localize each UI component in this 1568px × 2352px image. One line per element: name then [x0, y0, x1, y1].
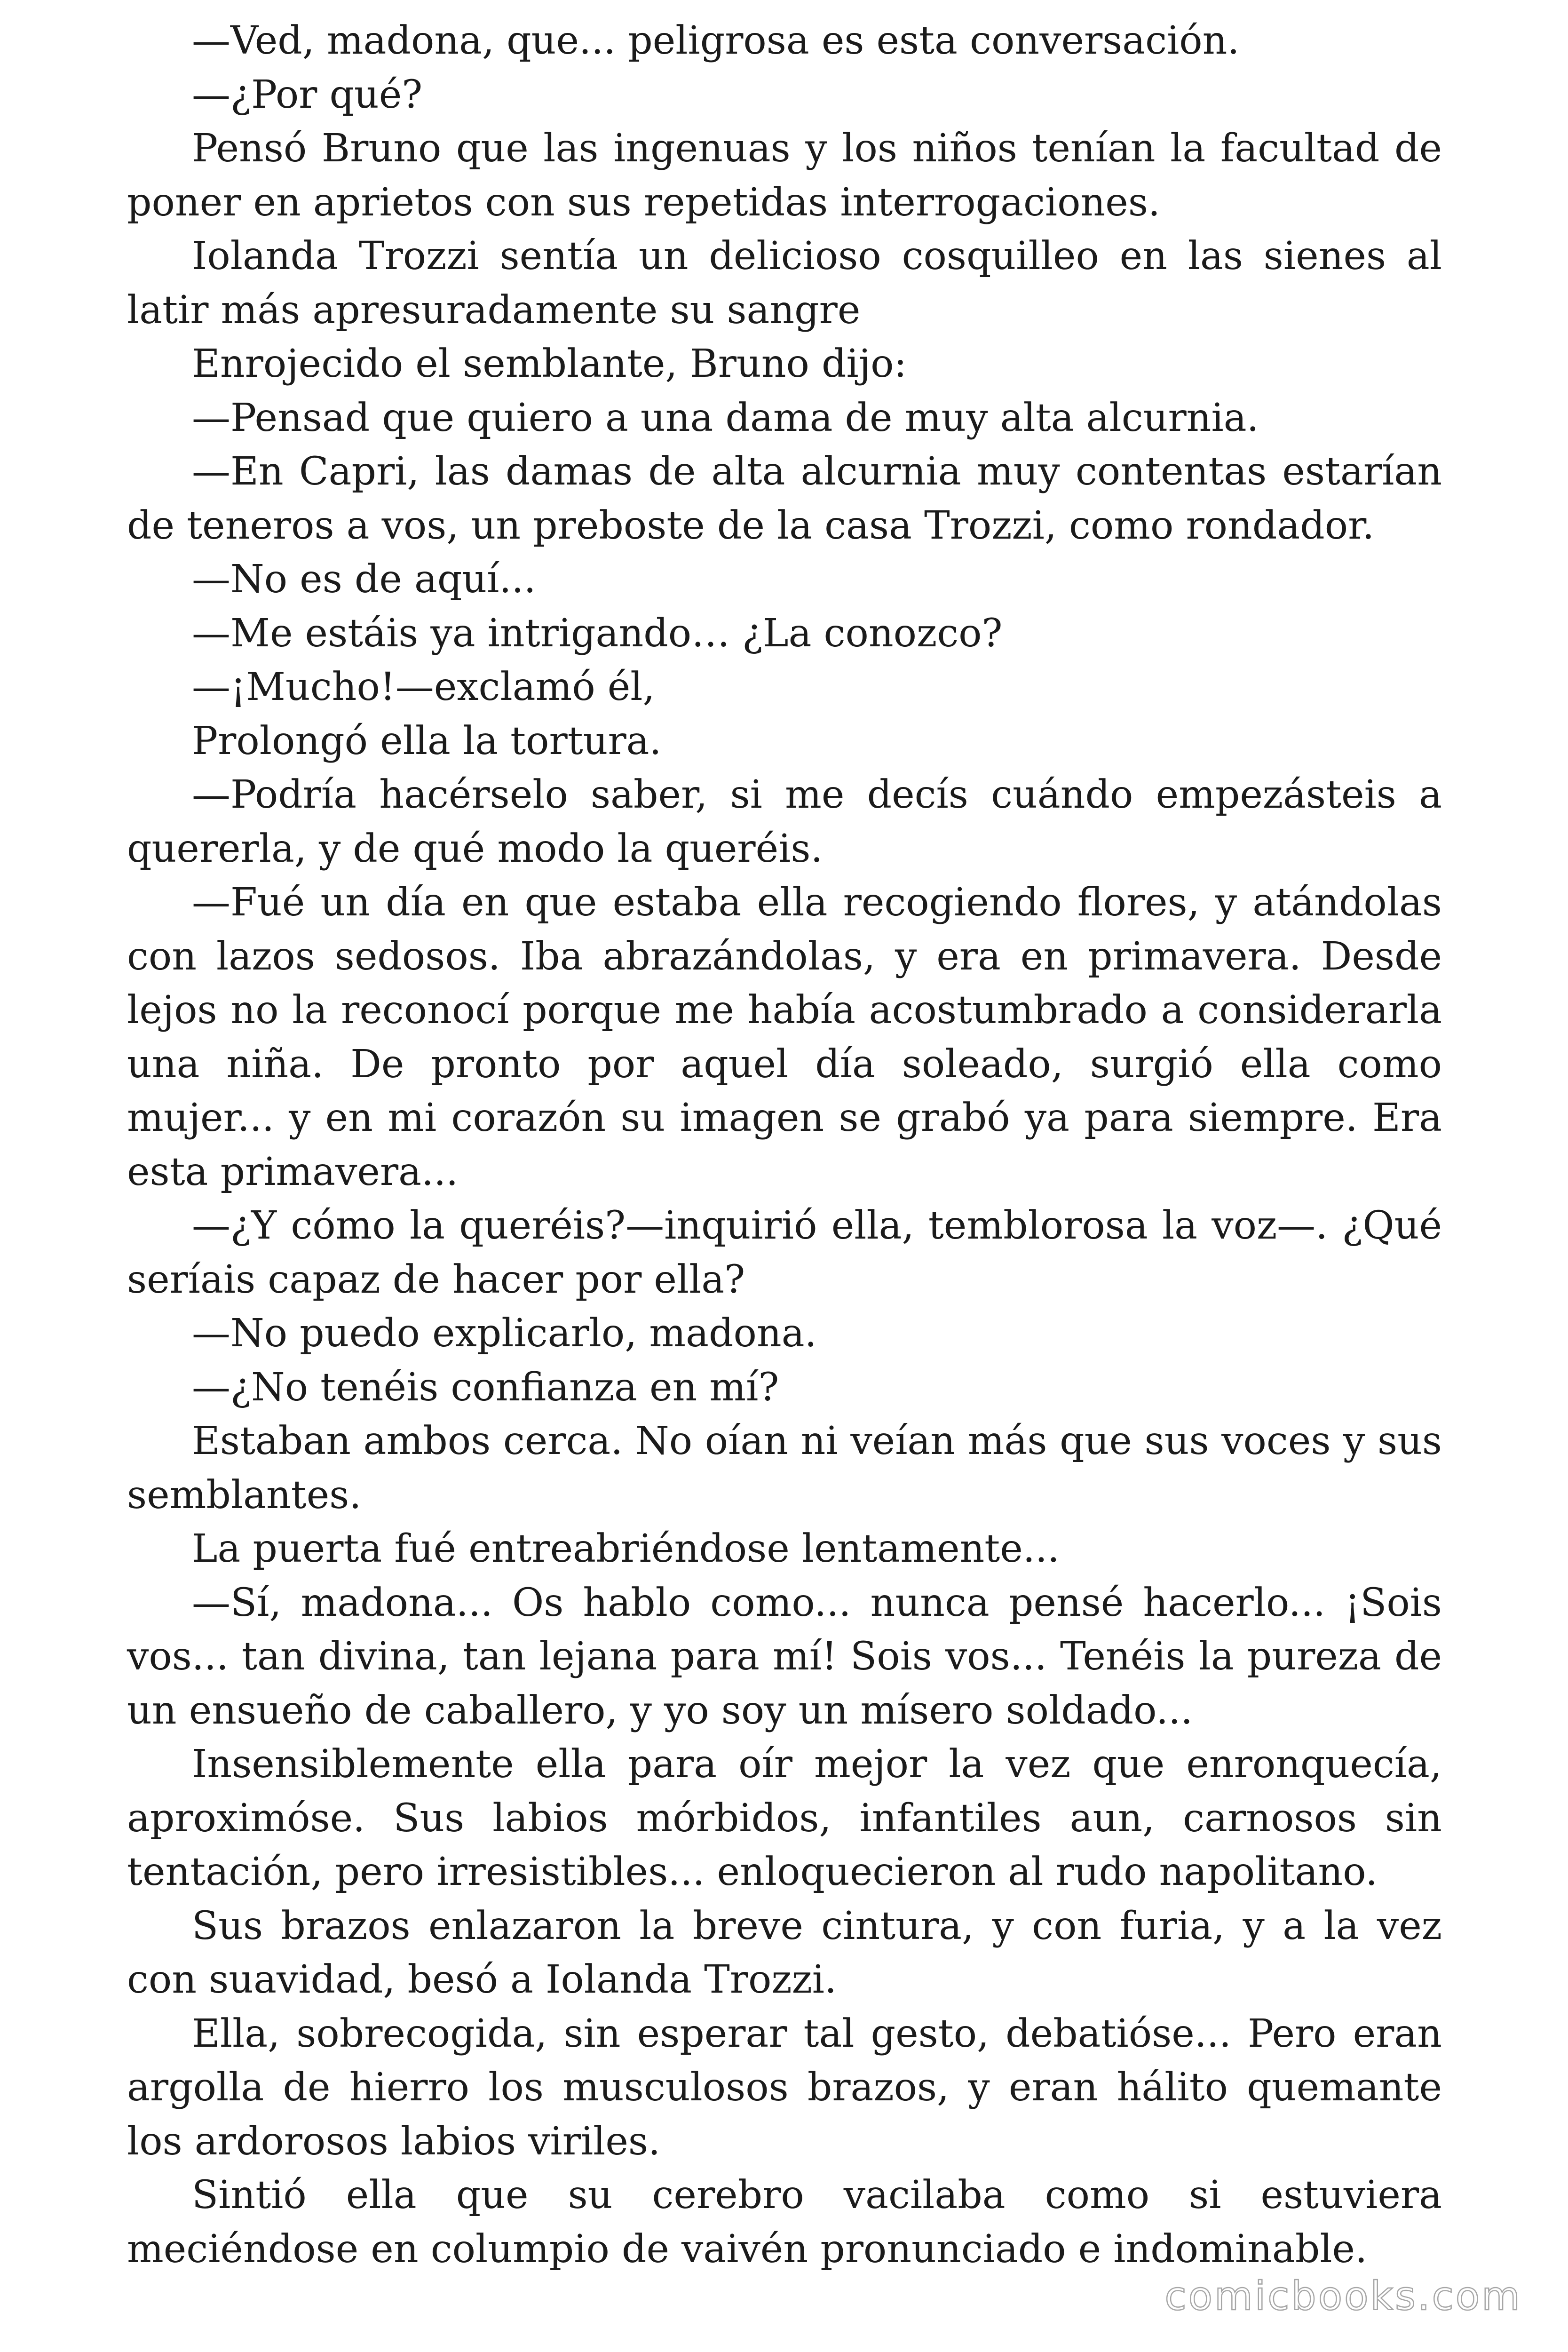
page-text — [127, 14, 1442, 2276]
paragraph: —Fué un día en que estaba ella recogiendo flores, y atándolas con lazos sedosos. Iba abrazándolas, y era en primavera. Desde lejos no la reconocí porque me había acostumbrado a considerarla una niña. De pronto por aquel día soleado, surgió ella como mujer... y en mi corazón su imagen se grabó ya para siempre. Era esta primavera... — [127, 880, 1442, 1194]
paragraph: Insensiblemente ella para oír mejor la vez que enronquecía, aproximóse. Sus labios mórbidos, infantiles aun, carnosos sin tentación, pero irresistibles... enloquecieron al rudo napolitano. — [127, 1742, 1442, 1894]
paragraph: —¿Y cómo la queréis?—inquirió ella, temblorosa la voz—. ¿Qué seríais capaz de hacer por ella? — [127, 1203, 1442, 1302]
paragraph: —¿No tenéis confianza en mí? — [192, 1365, 779, 1410]
paragraph: —No puedo explicarlo, madona. — [192, 1311, 817, 1356]
watermark: comicbooks.com — [1164, 2273, 1522, 2319]
paragraph: —¿Por qué? — [192, 72, 423, 117]
paragraph: Enrojecido el semblante, Bruno dijo: — [192, 342, 907, 386]
paragraph: —Podría hacérselo saber, si me decís cuándo empezásteis a quererla, y de qué modo la queréis. — [127, 772, 1442, 871]
paragraph: —Ved, madona, que... peligrosa es esta conversación. — [192, 18, 1240, 63]
paragraph: —¡Mucho!—exclamó él, — [192, 665, 655, 709]
paragraph: —Pensad que quiero a una dama de muy alta alcurnia. — [192, 395, 1259, 440]
paragraph: Estaban ambos cerca. No oían ni veían más que sus voces y sus semblantes. — [127, 1419, 1442, 1518]
paragraph: Sus brazos enlazaron la breve cintura, y con furia, y a la vez con suavidad, besó a Iolanda Trozzi. — [127, 1903, 1442, 2002]
paragraph: Ella, sobrecogida, sin esperar tal gesto, debatióse... Pero eran argolla de hierro los musculosos brazos, y eran hálito quemante los ardorosos labios viriles. — [127, 2011, 1442, 2164]
paragraph: Pensó Bruno que las ingenuas y los niños tenían la facultad de poner en aprietos con sus repetidas interrogaciones. — [127, 126, 1442, 225]
paragraph: La puerta fué entreabriéndose lentamente... — [192, 1526, 1060, 1571]
paragraph: Iolanda Trozzi sentía un delicioso cosquilleo en las sienes al latir más apresuradamente su sangre — [127, 234, 1442, 333]
paragraph: —Me estáis ya intrigando… ¿La conozco? — [192, 611, 1003, 656]
paragraph: —Sí, madona... Os hablo como... nunca pensé hacerlo... ¡Sois vos... tan divina, tan lejana para mí! Sois vos... Tenéis la pureza de un ensueño de caballero, y yo soy un mísero soldado... — [127, 1580, 1442, 1733]
paragraph: Prolongó ella la tortura. — [192, 718, 662, 763]
paragraph: Sintió ella que su cerebro vacilaba como si estuviera meciéndose en columpio de vaivén pronunciado e indominable. — [127, 2173, 1442, 2272]
paragraph: —No es de aquí... — [192, 557, 536, 602]
paragraph: —En Capri, las damas de alta alcurnia muy contentas estarían de teneros a vos, un preboste de la casa Trozzi, como rondador. — [127, 449, 1442, 548]
